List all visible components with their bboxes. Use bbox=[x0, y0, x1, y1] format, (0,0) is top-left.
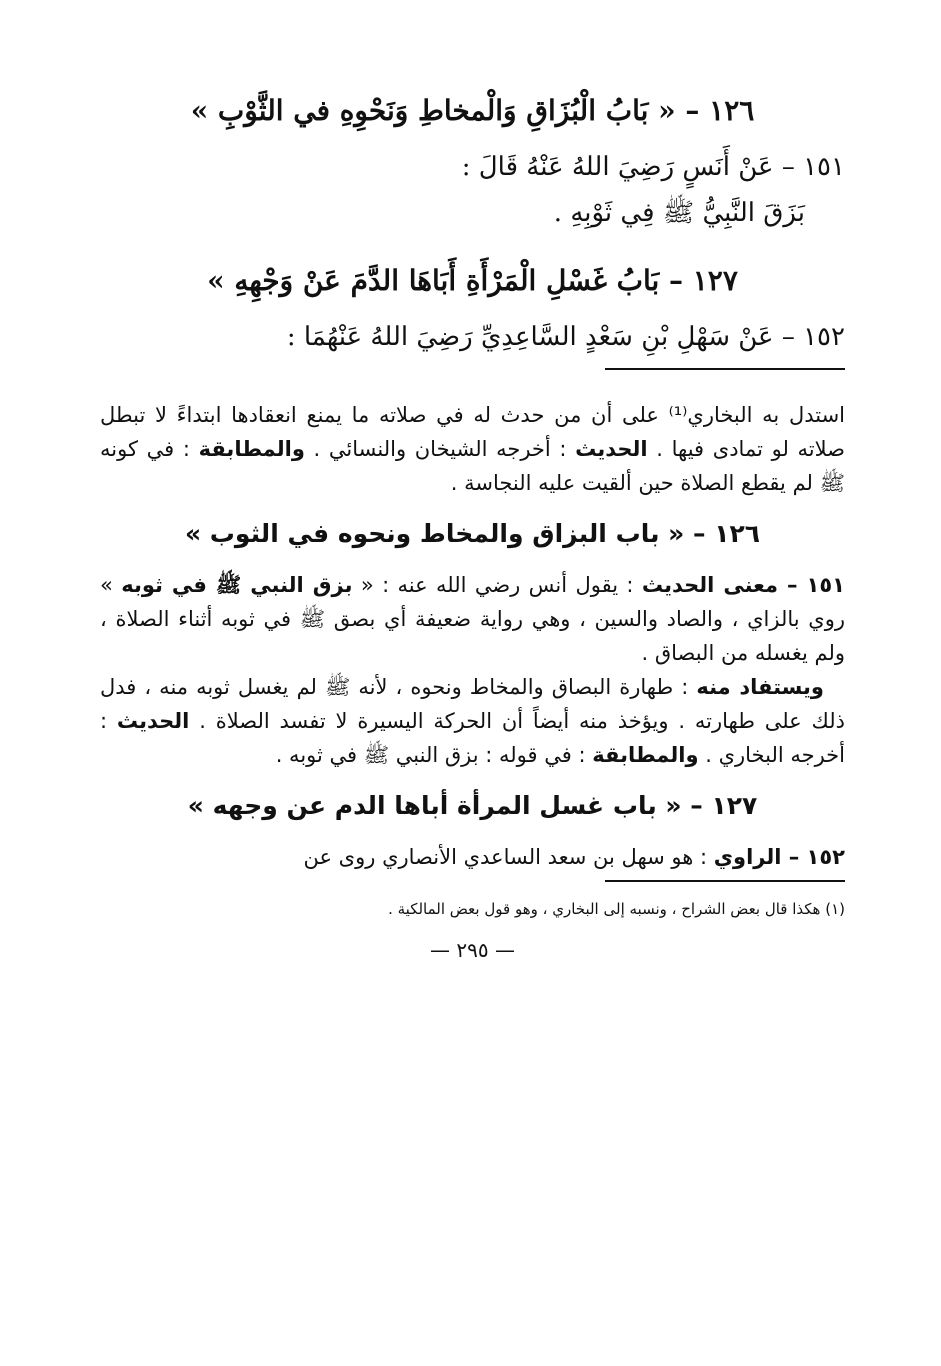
footnote-separator bbox=[605, 880, 845, 882]
commentary-text: : طهارة البصاق والمخاط ونحوه ، لأنه ﷺ لم يغسل ثوبه منه ، فدل ذلك على طهارته . ويؤخذ منه أيضاً أن الحركة اليسيرة لا تفسد الصلاة . bbox=[100, 675, 845, 733]
chapter-heading-126: ١٢٦ – « بَابُ الْبُزَاقِ وَالْمخاطِ وَنَحْوِهِ في الثَّوْبِ » bbox=[190, 94, 755, 127]
commentary-text: : هو سهل بن سعد الساعدي الأنصاري روى عن bbox=[303, 845, 708, 869]
commentary-line: : في كونه ﷺ لم يقطع الصلاة حين ألقيت عليه النجاسة . bbox=[100, 437, 845, 495]
label-benefit: ويستفاد منه bbox=[696, 675, 824, 699]
commentary-para-1 bbox=[100, 398, 845, 500]
commentary-text: : أخرجه البخاري . bbox=[100, 709, 845, 767]
commentary-line: استدل به البخاري⁽¹⁾ على أن من حدث له في صلاته ما يمنع انعقادها ابتداءً bbox=[176, 403, 845, 427]
commentary-text: : في قوله : بزق النبي ﷺ في ثوبه . bbox=[275, 743, 586, 767]
commentary-text: » روي بالزاي ، والصاد والسين ، وهي رواية ضعيفة أي بصق ﷺ في ثوبه أثناء الصلاة ، ولم يغسله من البصاق . bbox=[100, 573, 845, 665]
footnote: (١) هكذا قال بعض الشراح ، ونسبه إلى البخاري ، وهو قول بعض المالكية . bbox=[388, 900, 845, 918]
label-hadith: الحديث bbox=[116, 709, 190, 733]
page-number: — ٢٩٥ — bbox=[430, 938, 515, 962]
label-section-151: ١٥١ – معنى الحديث bbox=[641, 573, 845, 597]
commentary-benefits bbox=[100, 670, 845, 772]
commentary-heading-127: ١٢٧ – « باب غسل المرأة أباها الدم عن وجهه » bbox=[187, 791, 758, 820]
hadith-151-text: بَزَقَ النَّبِيُّ ﷺ فِي ثَوْبِهِ . bbox=[553, 198, 805, 228]
text-separator bbox=[605, 368, 845, 370]
label-hadith: الحديث bbox=[575, 437, 648, 461]
hadith-quote: بزق النبي ﷺ في ثوبه bbox=[121, 573, 353, 597]
hadith-152-intro: ١٥٢ – عَنْ سَهْلِ بْنِ سَعْدٍ السَّاعِدِيِّ رَضِيَ اللهُ عَنْهُمَا : bbox=[286, 322, 845, 352]
commentary-text: : يقول أنس رضي الله عنه : « bbox=[360, 573, 634, 597]
commentary-line: لا تبطل صلاته لو تمادى فيها . bbox=[100, 403, 845, 461]
commentary-heading-126: ١٢٦ – « باب البزاق والمخاط ونحوه في الثوب » bbox=[184, 519, 761, 548]
book-page bbox=[100, 88, 845, 962]
hadith-151-intro: ١٥١ – عَنْ أَنَسٍ رَضِيَ اللهُ عَنْهُ قَالَ : bbox=[461, 152, 845, 182]
chapter-heading-127: ١٢٧ – بَابُ غَسْلِ الْمَرْأَةِ أَبَاهَا الدَّمَ عَنْ وَجْهِهِ » bbox=[207, 264, 738, 297]
commentary-section-152 bbox=[100, 840, 845, 874]
commentary-line: : أخرجه الشيخان والنسائي . bbox=[313, 437, 567, 461]
commentary-section-151 bbox=[100, 568, 845, 670]
label-rawi: ١٥٢ – الراوي bbox=[713, 845, 845, 869]
label-mutabaqa: والمطابقة bbox=[198, 437, 305, 461]
label-mutabaqa: والمطابقة bbox=[592, 743, 699, 767]
